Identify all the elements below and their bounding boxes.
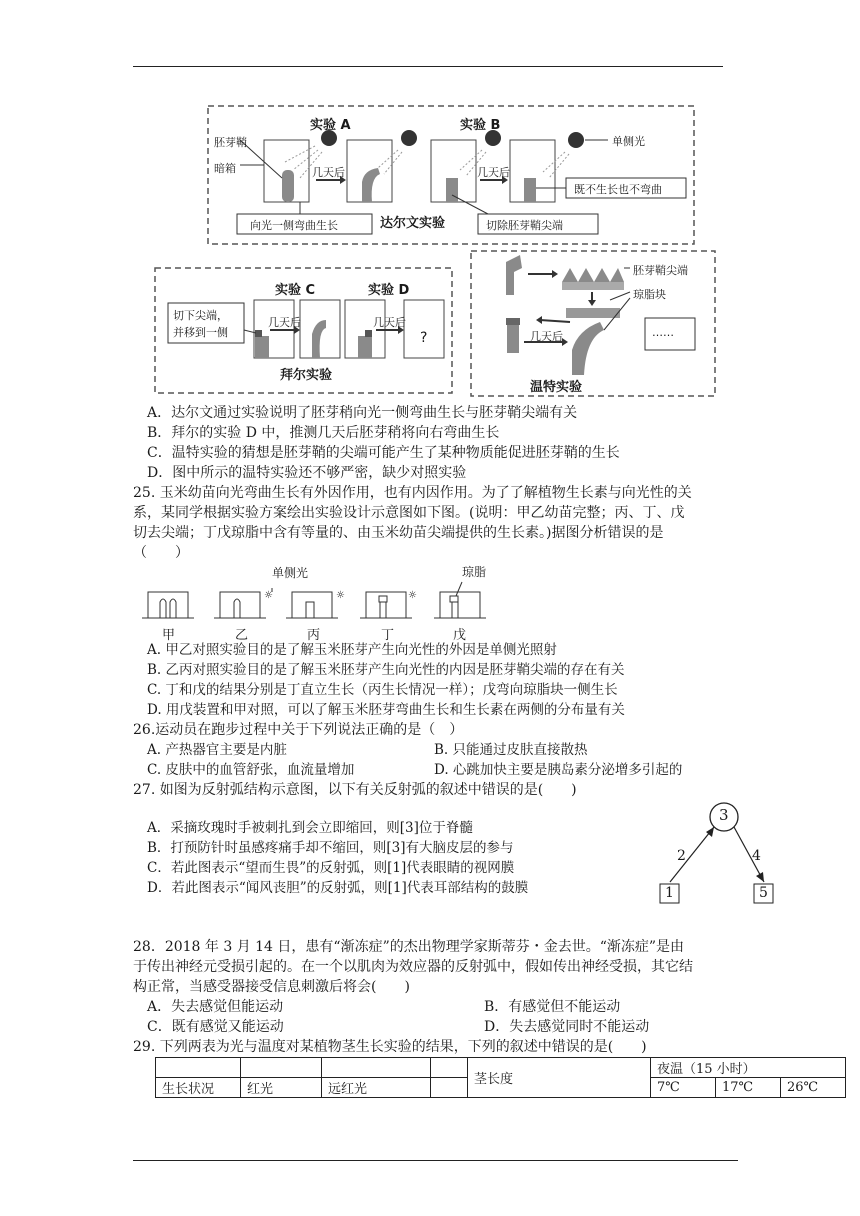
q28-stem-line2: 于传出神经元受损引起的。在一个以肌肉为效应器的反射弧中，假如传出神经受损，其它结 (133, 959, 693, 975)
q25-stem-line4: （ ） (133, 545, 189, 561)
paal-title: 拜尔实验 (280, 368, 333, 383)
q25-stem-line3: 切去尖端；丁戊琼脂中含有等量的、由玉米幼苗尖端提供的生长素。)据图分析错误的是 (133, 525, 664, 541)
q25-option-a: A. 甲乙对照实验目的是了解玉米胚芽产生向光性的外因是单侧光照射 (147, 642, 557, 658)
days-later-label-d: 几天后 (373, 316, 406, 329)
table-cell-empty (322, 1058, 431, 1078)
q26-stem: 26.运动员在跑步过程中关于下列说法正确的是（ ） (133, 722, 464, 738)
days-later-label-went: 几天后 (530, 330, 563, 343)
q27-option-c: C．若此图表示“望而生畏”的反射弧，则[1]代表眼睛的视网膜 (147, 860, 515, 876)
q25-option-b: B. 乙丙对照实验目的是了解玉米胚芽产生向光性的内因是胚芽鞘尖端的存在有关 (147, 662, 625, 678)
agar-block-label: 琼脂块 (633, 288, 666, 301)
q27-option-b: B．打预防针时虽感疼痛手却不缩回，则[3]有大脑皮层的参与 (147, 840, 514, 856)
q29-table (155, 1057, 846, 1098)
q26-option-c: C. 皮肤中的血管舒张，血流量增加 (147, 762, 355, 778)
q27-option-d: D．若此图表示“闻风丧胆”的反射弧，则[1]代表耳部结构的鼓膜 (147, 880, 529, 896)
svg-text:☼: ☼ (264, 590, 273, 601)
dots-label: …… (652, 326, 674, 339)
svg-text:☼: ☼ (336, 590, 345, 601)
dark-box-label: 暗箱 (214, 162, 236, 175)
label-jia: 甲 (162, 628, 176, 643)
table-cell-empty (156, 1058, 241, 1078)
temp-7-cell: 7℃ (651, 1078, 716, 1098)
reflex-label-4: 4 (752, 848, 761, 864)
unilateral-light-label: 单侧光 (612, 135, 645, 148)
cut-tip-label: 切除胚芽鞘尖端 (486, 219, 563, 232)
q26-option-a: A. 产热器官主要是内脏 (147, 742, 287, 758)
reflex-label-2: 2 (677, 848, 686, 864)
cut-move-label-1: 切下尖端， (173, 309, 228, 322)
table-cell-empty (431, 1058, 468, 1078)
question-mark: ? (420, 330, 428, 346)
darwin-title: 达尔文实验 (380, 216, 446, 231)
days-later-label-c: 几天后 (268, 316, 301, 329)
q25-unilateral-light-label: 单侧光 (272, 566, 309, 580)
q28-stem-line3: 构正常，当感受器接受信息刺激后将会( ) (133, 979, 410, 995)
exp-b-title: 实验 B (460, 118, 501, 133)
seedling-experiment-figure (0, 572, 860, 642)
reflex-node-1: 1 (665, 885, 674, 901)
q24-option-a: A．达尔文通过实验说明了胚芽稍向光一侧弯曲生长与胚芽鞘尖端有关 (147, 405, 578, 421)
days-later-label-b: 几天后 (477, 166, 510, 179)
no-grow-no-bend-label: 既不生长也不弯曲 (574, 183, 662, 196)
stem-length-header: 茎长度 (468, 1058, 651, 1098)
table-cell-empty (431, 1078, 468, 1098)
q26-option-d: D. 心跳加快主要是胰岛素分泌增多引起的 (434, 762, 683, 778)
q27-option-a: A．采摘玫瑰时手被刺扎到会立即缩回，则[3]位于脊髓 (147, 820, 473, 836)
q28-option-b: B．有感觉但不能运动 (484, 999, 621, 1015)
label-wu: 戊 (453, 628, 467, 643)
q24-option-c: C．温特实验的猜想是胚芽鞘的尖端可能产生了某种物质能促进胚芽鞘的生长 (147, 445, 620, 461)
label-bing: 丙 (307, 628, 321, 643)
red-light-cell: 红光 (241, 1078, 322, 1098)
q27-stem: 27. 如图为反射弧结构示意图，以下有关反射弧的叙述中错误的是( ) (133, 782, 577, 798)
growth-status-cell: 生长状况 (156, 1078, 241, 1098)
label-yi: 乙 (235, 628, 249, 643)
temp-26-cell: 26℃ (781, 1078, 846, 1098)
q25-stem-line1: 25. 玉米幼苗向光弯曲生长有外因作用，也有内因作用。为了了解植物生长素与向光性的关 (133, 485, 692, 501)
night-temp-header: 夜温（15 小时） (651, 1058, 846, 1078)
reflex-arc-figure (0, 800, 860, 910)
footer-rule (133, 1160, 738, 1161)
label-ding: 丁 (381, 628, 395, 643)
tropism-experiments-figure (0, 0, 860, 400)
tip-label: 胚芽鞘尖端 (633, 264, 688, 277)
q25-option-d: D. 用戊装置和甲对照，可以了解玉米胚芽弯曲生长和生长素在两侧的分布量有关 (147, 702, 625, 718)
q28-option-c: C．既有感觉又能运动 (147, 1019, 284, 1035)
temp-17-cell: 17℃ (716, 1078, 781, 1098)
q25-stem-line2: 系，某同学根据实验方案绘出实验设计示意图如下图。(说明：甲乙幼苗完整；丙、丁、戊 (133, 505, 685, 521)
q28-option-d: D．失去感觉同时不能运动 (484, 1019, 650, 1035)
went-title: 温特实验 (530, 380, 583, 395)
table-cell-empty (241, 1058, 322, 1078)
coleoptile-label: 胚芽鞘 (214, 136, 247, 149)
reflex-node-5: 5 (759, 885, 768, 901)
reflex-node-3: 3 (719, 806, 729, 824)
q26-option-b: B. 只能通过皮肤直接散热 (434, 742, 588, 758)
table-row (156, 1058, 846, 1078)
bend-toward-light-label: 向光一侧弯曲生长 (250, 219, 338, 232)
svg-text:☼: ☼ (408, 590, 417, 601)
exp-c-title: 实验 C (275, 283, 316, 298)
q25-agar-label: 琼脂 (462, 565, 487, 579)
q28-stem-line1: 28．2018 年 3 月 14 日，患有“渐冻症”的杰出物理学家斯蒂芬・金去世。“渐冻症”是由 (133, 939, 685, 955)
q24-option-d: D．图中所示的温特实验还不够严密，缺少对照实验 (147, 465, 467, 481)
days-later-label: 几天后 (312, 166, 345, 179)
exp-d-title: 实验 D (368, 283, 410, 298)
q29-stem: 29. 下列两表为光与温度对某植物茎生长实验的结果，下列的叙述中错误的是( ) (133, 1039, 647, 1055)
q25-option-c: C. 丁和戊的结果分别是丁直立生长（丙生长情况一样）；戊弯向琼脂块一侧生长 (147, 682, 618, 698)
q28-option-a: A．失去感觉但能运动 (147, 999, 284, 1015)
cut-move-label-2: 并移到一侧 (173, 326, 228, 339)
far-red-cell: 远红光 (322, 1078, 431, 1098)
q24-option-b: B．拜尔的实验 D 中，推测几天后胚芽稍将向右弯曲生长 (147, 425, 500, 441)
exp-a-title: 实验 A (310, 118, 351, 133)
